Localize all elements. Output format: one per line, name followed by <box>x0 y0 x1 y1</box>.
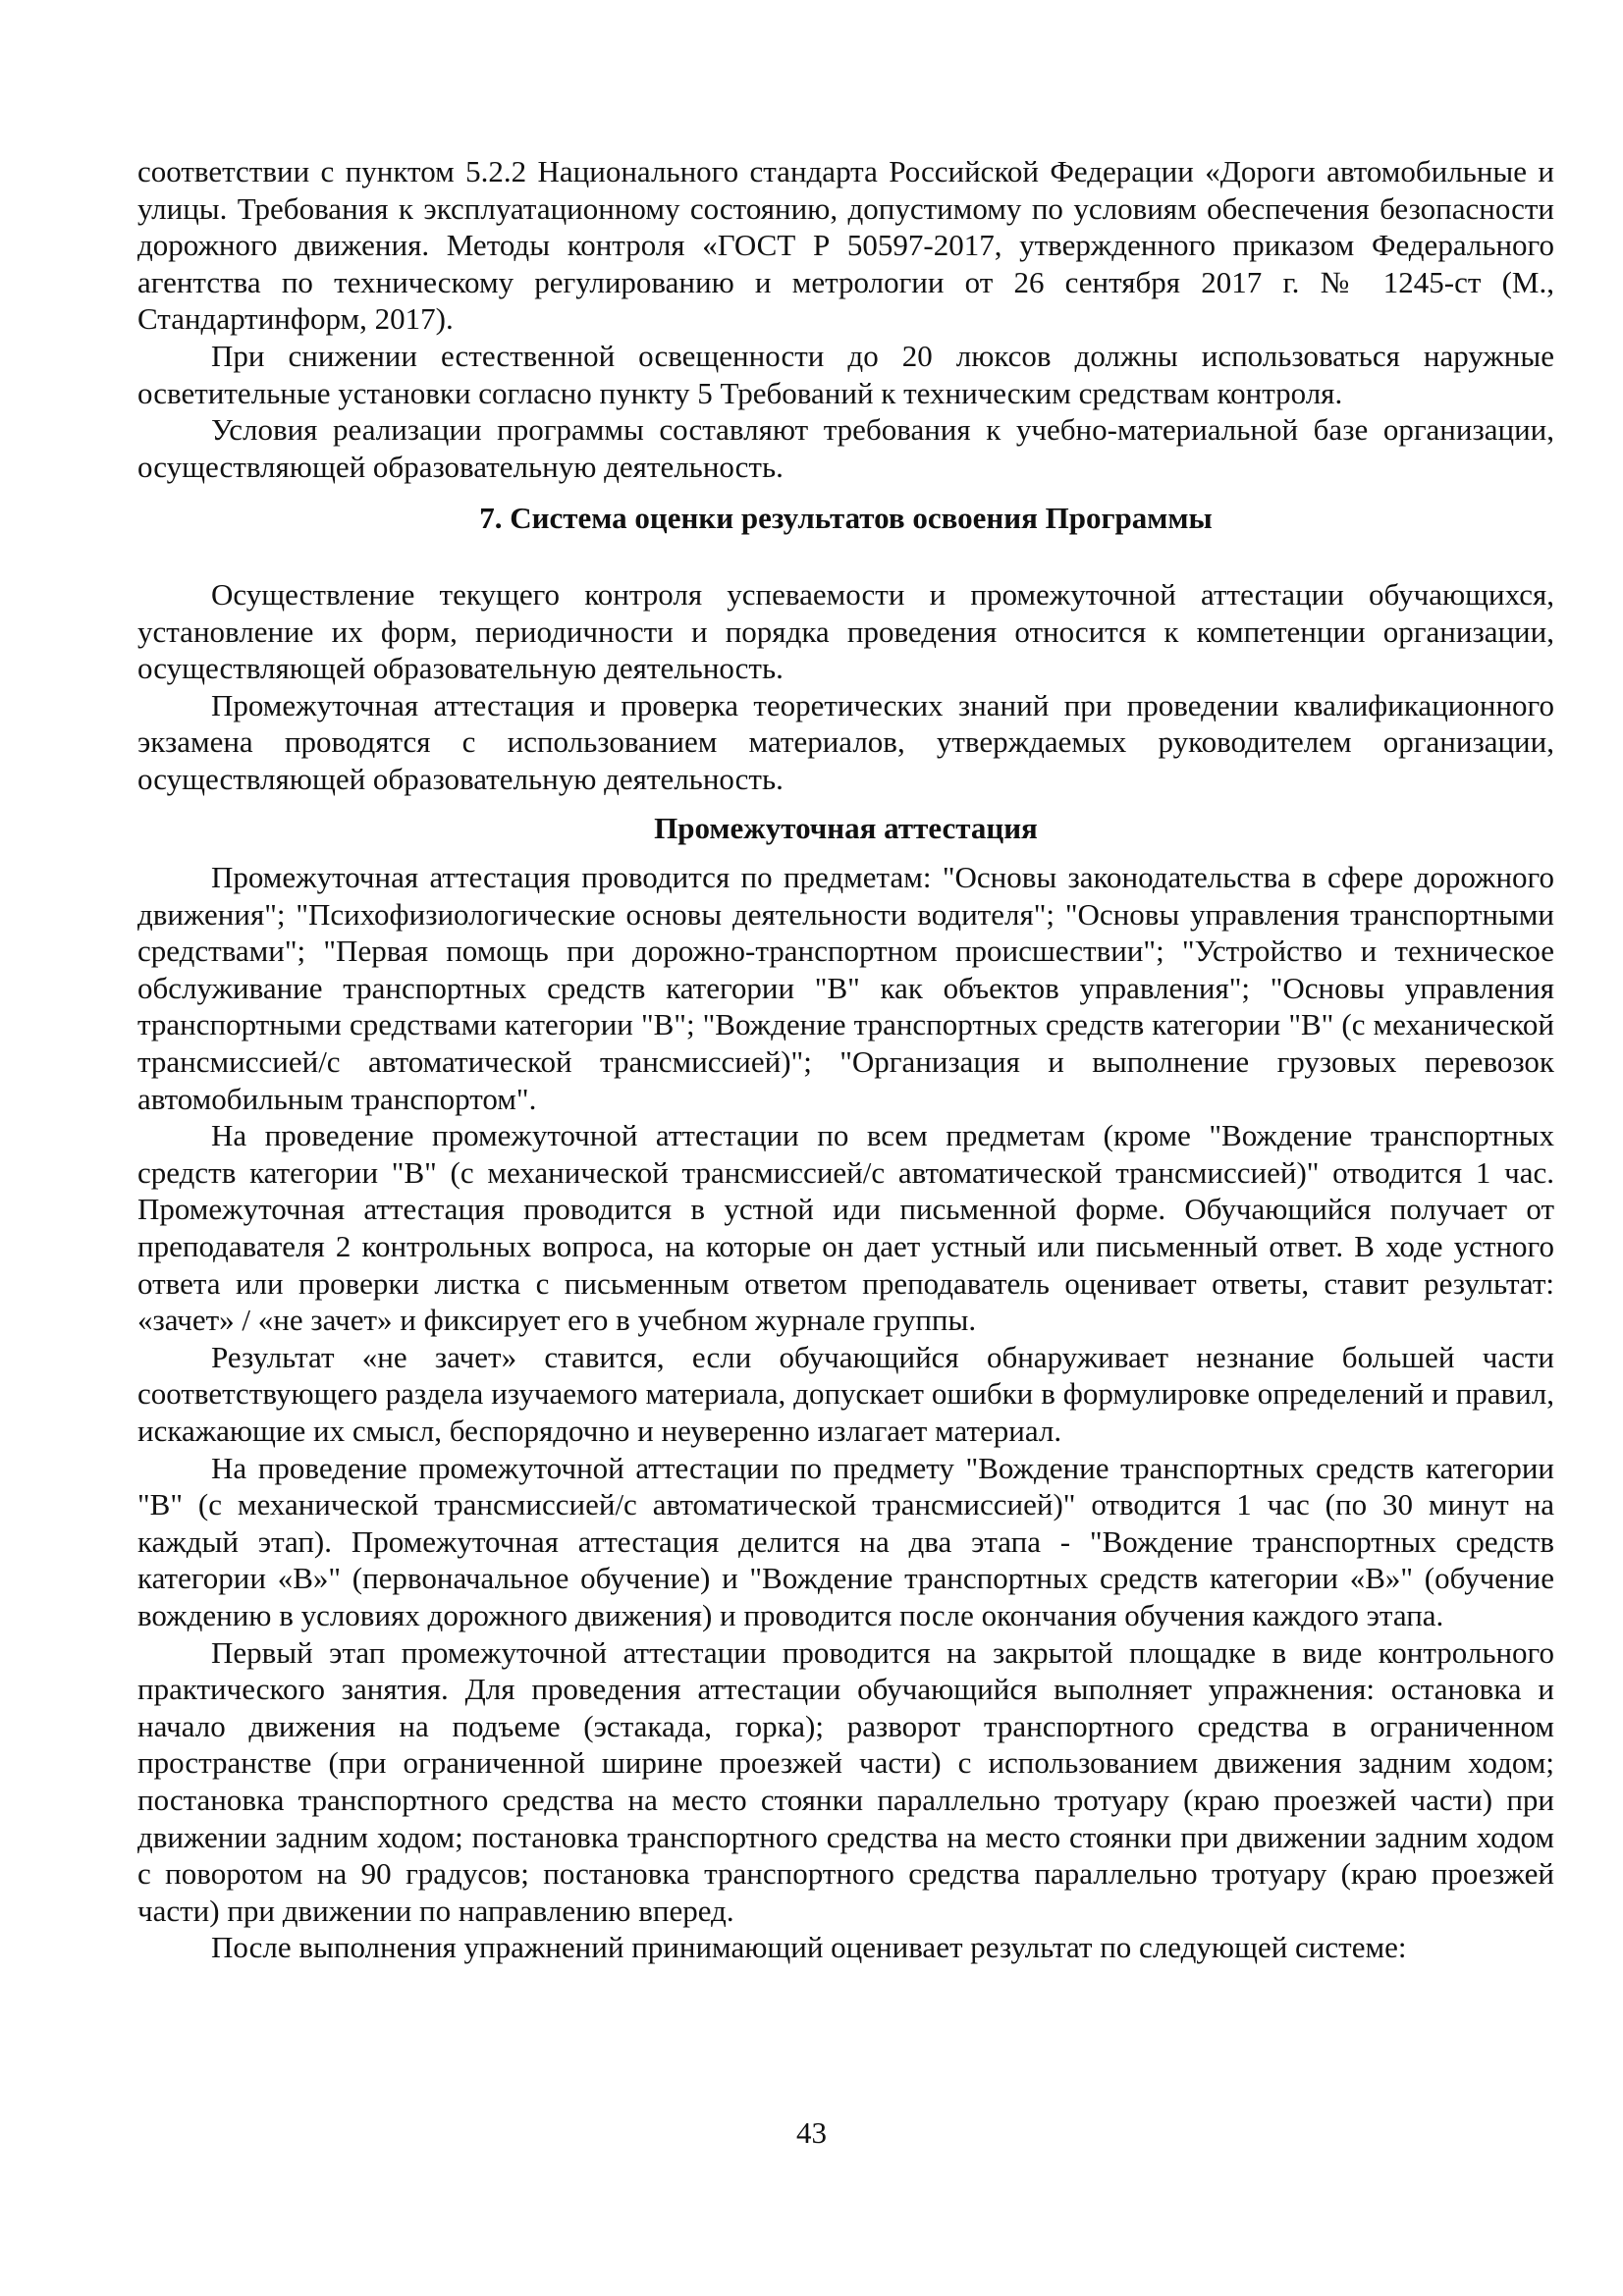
paragraph-time-allotted: На проведение промежуточной аттестации по всем предметам (кроме "Вождение транспортных средств категории "B" (с механической трансмиссией/с автоматической трансмиссией)" отводится 1 час. Промежуточная аттестация проводится в устной иди письменной форме. Обучающийся получает от преподавателя 2 контрольных вопроса, на которые он дает устный или письменный ответ. В ходе устного ответа или проверки листка с письменным ответом преподаватель оценивает ответы, ставит результат: «зачет» / «не зачет» и фиксирует его в учебном журнале группы. <box>137 1118 1554 1338</box>
paragraph-evaluation: После выполнения упражнений принимающий оценивает результат по следующей системе: <box>211 1930 1407 1965</box>
subsection-heading: Промежуточная аттестация <box>654 810 1038 845</box>
paragraph-first-stage: Первый этап промежуточной аттестации проводится на закрытой площадке в виде контрольного практического занятия. Для проведения аттестации обучающийся выполняет упражнения: остановка и начало движения на подъеме (эстакада, горка); разворот транспортного средства в ограниченном пространстве (при ограниченной ширине проезжей части) с использованием движения задним ходом; постановка транспортного средства на место стоянки параллельно тротуару (краю проезжей части) при движении задним ходом; постановка транспортного средства на место стоянки при движении задним ходом с поворотом на 90 градусов; постановка транспортного средства параллельно тротуару (краю проезжей части) при движении по направлению вперед. <box>137 1634 1554 1928</box>
paragraph-lighting: При снижении естественной освещенности до 20 люксов должны использоваться наружные осветительные установки согласно пункту 5 Требований к техническим средствам контроля. <box>137 338 1554 410</box>
paragraph-fail-result: Результат «не зачет» ставится, если обучающийся обнаруживает незнание большей части соответствующего раздела изучаемого материала, допускает ошибки в формулировке определений и правил, искажающие их смысл, беспорядочно и неуверенно излагает материал. <box>137 1339 1554 1448</box>
document-page <box>137 153 1554 1966</box>
page-number: 43 <box>796 2115 827 2150</box>
paragraph-current-control: Осуществление текущего контроля успеваемости и промежуточной аттестации обучающихся, установление их форм, периодичности и порядка проведения относится к компетенции организации, осуществляющей образовательную деятельность. <box>137 576 1554 686</box>
section-heading: 7. Система оценки результатов освоения Программы <box>479 501 1213 536</box>
paragraph-conditions: Условия реализации программы составляют требования к учебно-материальной базе организации, осуществляющей образовательную деятельность. <box>137 412 1554 484</box>
paragraph-driving-attestation: На проведение промежуточной аттестации по предмету "Вождение транспортных средств категории "B" (с механической трансмиссией/с автоматической трансмиссией)" отводится 1 час (по 30 минут на каждый этап). Промежуточная аттестация делится на два этапа - "Вождение транспортных средств категории «B»" (первоначальное обучение) и "Вождение транспортных средств категории «B»" (обучение вождению в условиях дорожного движения) и проводится после окончания обучения каждого этапа. <box>137 1450 1554 1632</box>
paragraph-exam-materials: Промежуточная аттестация и проверка теоретических знаний при проведении квалификационного экзамена проводятся с использованием материалов, утверждаемых руководителем организации, осуществляющей образовательную деятельность. <box>137 687 1554 796</box>
paragraph-continuation: соответствии с пунктом 5.2.2 Национального стандарта Российской Федерации «Дороги автомобильные и улицы. Требования к эксплуатационному состоянию, допустимому по условиям обеспечения безопасности дорожного движения. Методы контроля «ГОСТ Р 50597-2017, утвержденного приказом Федерального агентства по техническому регулированию и метрологии от 26 сентября 2017 г. № 1245-ст (М., Стандартинформ, 2017). <box>137 154 1554 337</box>
paragraph-subjects: Промежуточная аттестация проводится по предметам: "Основы законодательства в сфере дорожного движения"; "Психофизиологические основы деятельности водителя"; "Основы управления транспортными средствами"; "Первая помощь при дорожно-транспортном происшествии"; "Устройство и техническое обслуживание транспортных средств категории "B" как объектов управления"; "Основы управления транспортными средствами категории "B"; "Вождение транспортных средств категории "B" (с механической трансмиссией/с автоматической трансмиссией)"; "Организация и выполнение грузовых перевозок автомобильным транспортом". <box>137 860 1554 1116</box>
